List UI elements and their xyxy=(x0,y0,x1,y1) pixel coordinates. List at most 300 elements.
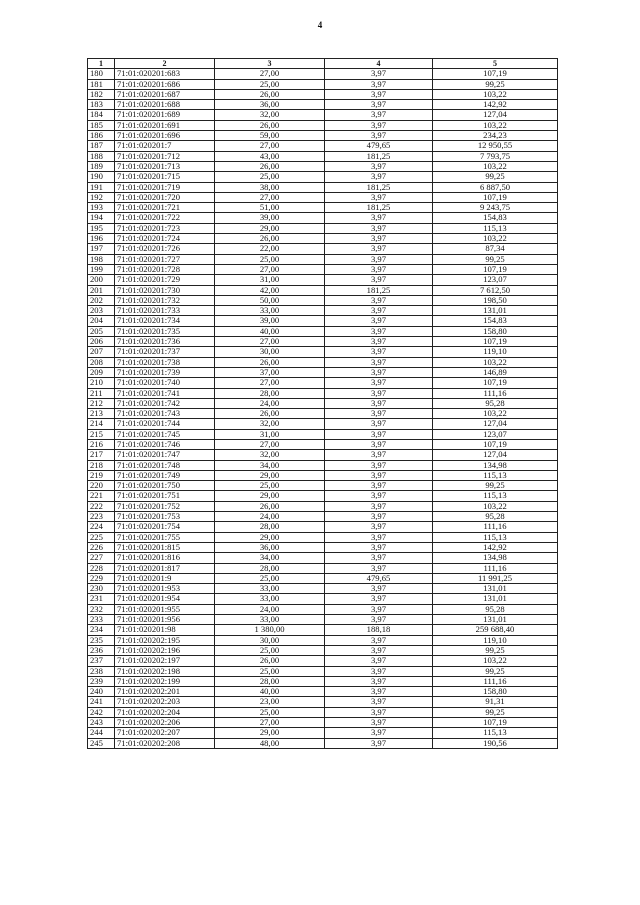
rate-cell: 3,97 xyxy=(325,110,433,120)
table-row xyxy=(88,347,558,357)
row-number-cell: 200 xyxy=(88,275,115,285)
header-row xyxy=(88,59,558,69)
cadastral-number-cell: 71:01:020202:199 xyxy=(115,676,215,686)
cadastral-number-cell: 71:01:020201:750 xyxy=(115,481,215,491)
area-cell: 31,00 xyxy=(215,429,325,439)
amount-cell: 123,07 xyxy=(433,429,558,439)
row-number-cell: 203 xyxy=(88,306,115,316)
table-row xyxy=(88,264,558,274)
amount-cell: 11 991,25 xyxy=(433,573,558,583)
area-cell: 48,00 xyxy=(215,738,325,748)
table-row xyxy=(88,409,558,419)
amount-cell: 131,01 xyxy=(433,594,558,604)
amount-cell: 158,80 xyxy=(433,326,558,336)
rate-cell: 3,97 xyxy=(325,718,433,728)
cadastral-number-cell: 71:01:020202:198 xyxy=(115,666,215,676)
cadastral-number-cell: 71:01:020201:954 xyxy=(115,594,215,604)
rate-cell: 3,97 xyxy=(325,697,433,707)
amount-cell: 107,19 xyxy=(433,192,558,202)
rate-cell: 3,97 xyxy=(325,388,433,398)
table-row xyxy=(88,697,558,707)
amount-cell: 146,89 xyxy=(433,367,558,377)
row-number-cell: 242 xyxy=(88,707,115,717)
table-row xyxy=(88,604,558,614)
cadastral-number-cell: 71:01:020202:204 xyxy=(115,707,215,717)
amount-cell: 158,80 xyxy=(433,687,558,697)
row-number-cell: 185 xyxy=(88,120,115,130)
row-number-cell: 239 xyxy=(88,676,115,686)
amount-cell: 107,19 xyxy=(433,439,558,449)
table-row xyxy=(88,419,558,429)
cadastral-number-cell: 71:01:020202:206 xyxy=(115,718,215,728)
table-row xyxy=(88,666,558,676)
rate-cell: 3,97 xyxy=(325,491,433,501)
area-cell: 34,00 xyxy=(215,553,325,563)
cadastral-number-cell: 71:01:020201:729 xyxy=(115,275,215,285)
table-row xyxy=(88,398,558,408)
table-row xyxy=(88,306,558,316)
amount-cell: 127,04 xyxy=(433,110,558,120)
row-number-cell: 206 xyxy=(88,337,115,347)
amount-cell: 103,22 xyxy=(433,161,558,171)
area-cell: 29,00 xyxy=(215,728,325,738)
amount-cell: 142,92 xyxy=(433,542,558,552)
area-cell: 33,00 xyxy=(215,306,325,316)
row-number-cell: 222 xyxy=(88,501,115,511)
area-cell: 27,00 xyxy=(215,264,325,274)
cadastral-number-cell: 71:01:020201:730 xyxy=(115,285,215,295)
area-cell: 25,00 xyxy=(215,645,325,655)
area-cell: 26,00 xyxy=(215,234,325,244)
cadastral-number-cell: 71:01:020201:712 xyxy=(115,151,215,161)
table-row xyxy=(88,584,558,594)
area-cell: 37,00 xyxy=(215,367,325,377)
cadastral-number-cell: 71:01:020201:752 xyxy=(115,501,215,511)
cadastral-number-cell: 71:01:020201:753 xyxy=(115,512,215,522)
amount-cell: 103,22 xyxy=(433,234,558,244)
amount-cell: 115,13 xyxy=(433,491,558,501)
rate-cell: 181,25 xyxy=(325,151,433,161)
table-row xyxy=(88,553,558,563)
amount-cell: 115,13 xyxy=(433,728,558,738)
amount-cell: 119,10 xyxy=(433,635,558,645)
area-cell: 28,00 xyxy=(215,676,325,686)
cadastral-number-cell: 71:01:020201:747 xyxy=(115,450,215,460)
row-number-cell: 221 xyxy=(88,491,115,501)
table-row xyxy=(88,594,558,604)
rate-cell: 3,97 xyxy=(325,604,433,614)
rate-cell: 3,97 xyxy=(325,450,433,460)
row-number-cell: 216 xyxy=(88,439,115,449)
area-cell: 32,00 xyxy=(215,419,325,429)
cadastral-number-cell: 71:01:020201:745 xyxy=(115,429,215,439)
rate-cell: 3,97 xyxy=(325,645,433,655)
row-number-cell: 186 xyxy=(88,131,115,141)
rate-cell: 3,97 xyxy=(325,79,433,89)
area-cell: 33,00 xyxy=(215,594,325,604)
amount-cell: 154,83 xyxy=(433,213,558,223)
amount-cell: 9 243,75 xyxy=(433,203,558,213)
cadastral-number-cell: 71:01:020201:691 xyxy=(115,120,215,130)
area-cell: 25,00 xyxy=(215,254,325,264)
amount-cell: 87,34 xyxy=(433,244,558,254)
row-number-cell: 218 xyxy=(88,460,115,470)
amount-cell: 234,23 xyxy=(433,131,558,141)
rate-cell: 3,97 xyxy=(325,161,433,171)
rate-cell: 3,97 xyxy=(325,676,433,686)
data-table xyxy=(87,58,558,749)
area-cell: 26,00 xyxy=(215,120,325,130)
area-cell: 26,00 xyxy=(215,409,325,419)
page-number: 4 xyxy=(317,20,323,30)
amount-cell: 123,07 xyxy=(433,275,558,285)
table-row xyxy=(88,357,558,367)
cadastral-number-cell: 71:01:020201:955 xyxy=(115,604,215,614)
area-cell: 32,00 xyxy=(215,450,325,460)
cadastral-number-cell: 71:01:020201:696 xyxy=(115,131,215,141)
rate-cell: 3,97 xyxy=(325,264,433,274)
row-number-cell: 205 xyxy=(88,326,115,336)
area-cell: 33,00 xyxy=(215,584,325,594)
area-cell: 31,00 xyxy=(215,275,325,285)
cadastral-number-cell: 71:01:020201:735 xyxy=(115,326,215,336)
row-number-cell: 240 xyxy=(88,687,115,697)
cadastral-number-cell: 71:01:020201:98 xyxy=(115,625,215,635)
area-cell: 25,00 xyxy=(215,172,325,182)
cadastral-number-cell: 71:01:020201:736 xyxy=(115,337,215,347)
rate-cell: 3,97 xyxy=(325,419,433,429)
amount-cell: 91,31 xyxy=(433,697,558,707)
column-header-3: 3 xyxy=(215,59,325,69)
cadastral-number-cell: 71:01:020201:755 xyxy=(115,532,215,542)
area-cell: 28,00 xyxy=(215,563,325,573)
row-number-cell: 209 xyxy=(88,367,115,377)
cadastral-number-cell: 71:01:020201:719 xyxy=(115,182,215,192)
rate-cell: 3,97 xyxy=(325,738,433,748)
amount-cell: 131,01 xyxy=(433,584,558,594)
table-row xyxy=(88,161,558,171)
rate-cell: 181,25 xyxy=(325,285,433,295)
row-number-cell: 243 xyxy=(88,718,115,728)
row-number-cell: 223 xyxy=(88,512,115,522)
row-number-cell: 189 xyxy=(88,161,115,171)
table-row xyxy=(88,285,558,295)
amount-cell: 259 688,40 xyxy=(433,625,558,635)
cadastral-number-cell: 71:01:020202:196 xyxy=(115,645,215,655)
amount-cell: 103,22 xyxy=(433,501,558,511)
amount-cell: 99,25 xyxy=(433,172,558,182)
rate-cell: 479,65 xyxy=(325,573,433,583)
row-number-cell: 196 xyxy=(88,234,115,244)
rate-cell: 3,97 xyxy=(325,223,433,233)
amount-cell: 154,83 xyxy=(433,316,558,326)
area-cell: 27,00 xyxy=(215,718,325,728)
table-row xyxy=(88,512,558,522)
cadastral-number-cell: 71:01:020201:713 xyxy=(115,161,215,171)
row-number-cell: 182 xyxy=(88,89,115,99)
row-number-cell: 201 xyxy=(88,285,115,295)
rate-cell: 3,97 xyxy=(325,707,433,717)
amount-cell: 95,28 xyxy=(433,512,558,522)
rate-cell: 3,97 xyxy=(325,594,433,604)
rate-cell: 181,25 xyxy=(325,203,433,213)
table-row xyxy=(88,470,558,480)
row-number-cell: 198 xyxy=(88,254,115,264)
rate-cell: 3,97 xyxy=(325,398,433,408)
row-number-cell: 214 xyxy=(88,419,115,429)
rate-cell: 3,97 xyxy=(325,429,433,439)
area-cell: 36,00 xyxy=(215,542,325,552)
table-row xyxy=(88,192,558,202)
row-number-cell: 229 xyxy=(88,573,115,583)
table-row xyxy=(88,450,558,460)
table-row xyxy=(88,718,558,728)
amount-cell: 107,19 xyxy=(433,264,558,274)
area-cell: 1 380,00 xyxy=(215,625,325,635)
cadastral-number-cell: 71:01:020201:816 xyxy=(115,553,215,563)
cadastral-number-cell: 71:01:020201:720 xyxy=(115,192,215,202)
table-row xyxy=(88,203,558,213)
rate-cell: 3,97 xyxy=(325,192,433,202)
cadastral-number-cell: 71:01:020201:739 xyxy=(115,367,215,377)
area-cell: 22,00 xyxy=(215,244,325,254)
table-row xyxy=(88,378,558,388)
table-row xyxy=(88,295,558,305)
area-cell: 36,00 xyxy=(215,100,325,110)
row-number-cell: 215 xyxy=(88,429,115,439)
amount-cell: 103,22 xyxy=(433,357,558,367)
amount-cell: 99,25 xyxy=(433,707,558,717)
row-number-cell: 244 xyxy=(88,728,115,738)
rate-cell: 3,97 xyxy=(325,131,433,141)
amount-cell: 111,16 xyxy=(433,388,558,398)
cadastral-number-cell: 71:01:020202:195 xyxy=(115,635,215,645)
table-body xyxy=(88,69,558,749)
cadastral-number-cell: 71:01:020201:732 xyxy=(115,295,215,305)
table-row xyxy=(88,337,558,347)
cadastral-number-cell: 71:01:020201:9 xyxy=(115,573,215,583)
area-cell: 26,00 xyxy=(215,161,325,171)
rate-cell: 3,97 xyxy=(325,584,433,594)
row-number-cell: 187 xyxy=(88,141,115,151)
row-number-cell: 237 xyxy=(88,656,115,666)
amount-cell: 134,98 xyxy=(433,553,558,563)
row-number-cell: 194 xyxy=(88,213,115,223)
rate-cell: 3,97 xyxy=(325,687,433,697)
area-cell: 23,00 xyxy=(215,697,325,707)
rate-cell: 188,18 xyxy=(325,625,433,635)
table-row xyxy=(88,656,558,666)
cadastral-number-cell: 71:01:020201:751 xyxy=(115,491,215,501)
table-row xyxy=(88,481,558,491)
cadastral-number-cell: 71:01:020201:956 xyxy=(115,615,215,625)
row-number-cell: 204 xyxy=(88,316,115,326)
cadastral-number-cell: 71:01:020202:201 xyxy=(115,687,215,697)
rate-cell: 3,97 xyxy=(325,635,433,645)
cadastral-number-cell: 71:01:020201:726 xyxy=(115,244,215,254)
area-cell: 42,00 xyxy=(215,285,325,295)
amount-cell: 103,22 xyxy=(433,120,558,130)
row-number-cell: 195 xyxy=(88,223,115,233)
row-number-cell: 228 xyxy=(88,563,115,573)
amount-cell: 131,01 xyxy=(433,615,558,625)
rate-cell: 3,97 xyxy=(325,512,433,522)
amount-cell: 119,10 xyxy=(433,347,558,357)
area-cell: 40,00 xyxy=(215,326,325,336)
table-row xyxy=(88,501,558,511)
rate-cell: 3,97 xyxy=(325,367,433,377)
rate-cell: 3,97 xyxy=(325,100,433,110)
area-cell: 30,00 xyxy=(215,347,325,357)
area-cell: 29,00 xyxy=(215,223,325,233)
cadastral-number-cell: 71:01:020201:686 xyxy=(115,79,215,89)
row-number-cell: 224 xyxy=(88,522,115,532)
row-number-cell: 188 xyxy=(88,151,115,161)
table-row xyxy=(88,254,558,264)
table-row xyxy=(88,429,558,439)
area-cell: 25,00 xyxy=(215,666,325,676)
row-number-cell: 212 xyxy=(88,398,115,408)
area-cell: 25,00 xyxy=(215,573,325,583)
rate-cell: 3,97 xyxy=(325,542,433,552)
row-number-cell: 233 xyxy=(88,615,115,625)
rate-cell: 3,97 xyxy=(325,347,433,357)
cadastral-number-cell: 71:01:020201:738 xyxy=(115,357,215,367)
table-row xyxy=(88,676,558,686)
cadastral-number-cell: 71:01:020201:683 xyxy=(115,69,215,79)
amount-cell: 134,98 xyxy=(433,460,558,470)
rate-cell: 3,97 xyxy=(325,337,433,347)
amount-cell: 111,16 xyxy=(433,676,558,686)
row-number-cell: 213 xyxy=(88,409,115,419)
amount-cell: 6 887,50 xyxy=(433,182,558,192)
cadastral-number-cell: 71:01:020201:953 xyxy=(115,584,215,594)
row-number-cell: 192 xyxy=(88,192,115,202)
table-row xyxy=(88,388,558,398)
area-cell: 27,00 xyxy=(215,69,325,79)
row-number-cell: 235 xyxy=(88,635,115,645)
table-row xyxy=(88,213,558,223)
cadastral-number-cell: 71:01:020201:746 xyxy=(115,439,215,449)
rate-cell: 3,97 xyxy=(325,69,433,79)
column-header-1: 1 xyxy=(88,59,115,69)
area-cell: 59,00 xyxy=(215,131,325,141)
table-row xyxy=(88,89,558,99)
area-cell: 29,00 xyxy=(215,470,325,480)
table-row xyxy=(88,151,558,161)
row-number-cell: 197 xyxy=(88,244,115,254)
area-cell: 27,00 xyxy=(215,439,325,449)
row-number-cell: 217 xyxy=(88,450,115,460)
amount-cell: 103,22 xyxy=(433,409,558,419)
rate-cell: 3,97 xyxy=(325,439,433,449)
cadastral-number-cell: 71:01:020201:737 xyxy=(115,347,215,357)
row-number-cell: 191 xyxy=(88,182,115,192)
table-row xyxy=(88,625,558,635)
rate-cell: 3,97 xyxy=(325,234,433,244)
table-row xyxy=(88,316,558,326)
rate-cell: 3,97 xyxy=(325,470,433,480)
amount-cell: 12 950,55 xyxy=(433,141,558,151)
table-row xyxy=(88,234,558,244)
table-row xyxy=(88,326,558,336)
area-cell: 29,00 xyxy=(215,532,325,542)
row-number-cell: 181 xyxy=(88,79,115,89)
area-cell: 24,00 xyxy=(215,398,325,408)
amount-cell: 107,19 xyxy=(433,69,558,79)
row-number-cell: 232 xyxy=(88,604,115,614)
area-cell: 25,00 xyxy=(215,481,325,491)
amount-cell: 99,25 xyxy=(433,666,558,676)
amount-cell: 127,04 xyxy=(433,450,558,460)
area-cell: 28,00 xyxy=(215,522,325,532)
area-cell: 25,00 xyxy=(215,79,325,89)
area-cell: 27,00 xyxy=(215,378,325,388)
rate-cell: 3,97 xyxy=(325,316,433,326)
rate-cell: 3,97 xyxy=(325,213,433,223)
area-cell: 29,00 xyxy=(215,491,325,501)
cadastral-number-cell: 71:01:020201:815 xyxy=(115,542,215,552)
row-number-cell: 234 xyxy=(88,625,115,635)
rate-cell: 3,97 xyxy=(325,254,433,264)
area-cell: 43,00 xyxy=(215,151,325,161)
cadastral-number-cell: 71:01:020201:817 xyxy=(115,563,215,573)
table-row xyxy=(88,439,558,449)
area-cell: 39,00 xyxy=(215,213,325,223)
table-row xyxy=(88,223,558,233)
cadastral-number-cell: 71:01:020201:733 xyxy=(115,306,215,316)
amount-cell: 99,25 xyxy=(433,481,558,491)
table-row xyxy=(88,573,558,583)
area-cell: 26,00 xyxy=(215,357,325,367)
table-row xyxy=(88,460,558,470)
area-cell: 26,00 xyxy=(215,89,325,99)
amount-cell: 107,19 xyxy=(433,378,558,388)
rate-cell: 3,97 xyxy=(325,728,433,738)
row-number-cell: 245 xyxy=(88,738,115,748)
amount-cell: 190,56 xyxy=(433,738,558,748)
amount-cell: 107,19 xyxy=(433,337,558,347)
column-header-4: 4 xyxy=(325,59,433,69)
table-row xyxy=(88,687,558,697)
rate-cell: 3,97 xyxy=(325,481,433,491)
row-number-cell: 230 xyxy=(88,584,115,594)
table-row xyxy=(88,738,558,748)
table-row xyxy=(88,100,558,110)
cadastral-number-cell: 71:01:020201:687 xyxy=(115,89,215,99)
cadastral-number-cell: 71:01:020201:688 xyxy=(115,100,215,110)
table-row xyxy=(88,131,558,141)
area-cell: 50,00 xyxy=(215,295,325,305)
row-number-cell: 238 xyxy=(88,666,115,676)
amount-cell: 115,13 xyxy=(433,532,558,542)
column-header-5: 5 xyxy=(433,59,558,69)
rate-cell: 3,97 xyxy=(325,306,433,316)
table-row xyxy=(88,182,558,192)
cadastral-number-cell: 71:01:020201:724 xyxy=(115,234,215,244)
rate-cell: 3,97 xyxy=(325,89,433,99)
row-number-cell: 220 xyxy=(88,481,115,491)
amount-cell: 115,13 xyxy=(433,223,558,233)
area-cell: 25,00 xyxy=(215,707,325,717)
cadastral-number-cell: 71:01:020201:741 xyxy=(115,388,215,398)
row-number-cell: 202 xyxy=(88,295,115,305)
cadastral-number-cell: 71:01:020201:721 xyxy=(115,203,215,213)
amount-cell: 7 793,75 xyxy=(433,151,558,161)
area-cell: 40,00 xyxy=(215,687,325,697)
table-row xyxy=(88,275,558,285)
row-number-cell: 183 xyxy=(88,100,115,110)
